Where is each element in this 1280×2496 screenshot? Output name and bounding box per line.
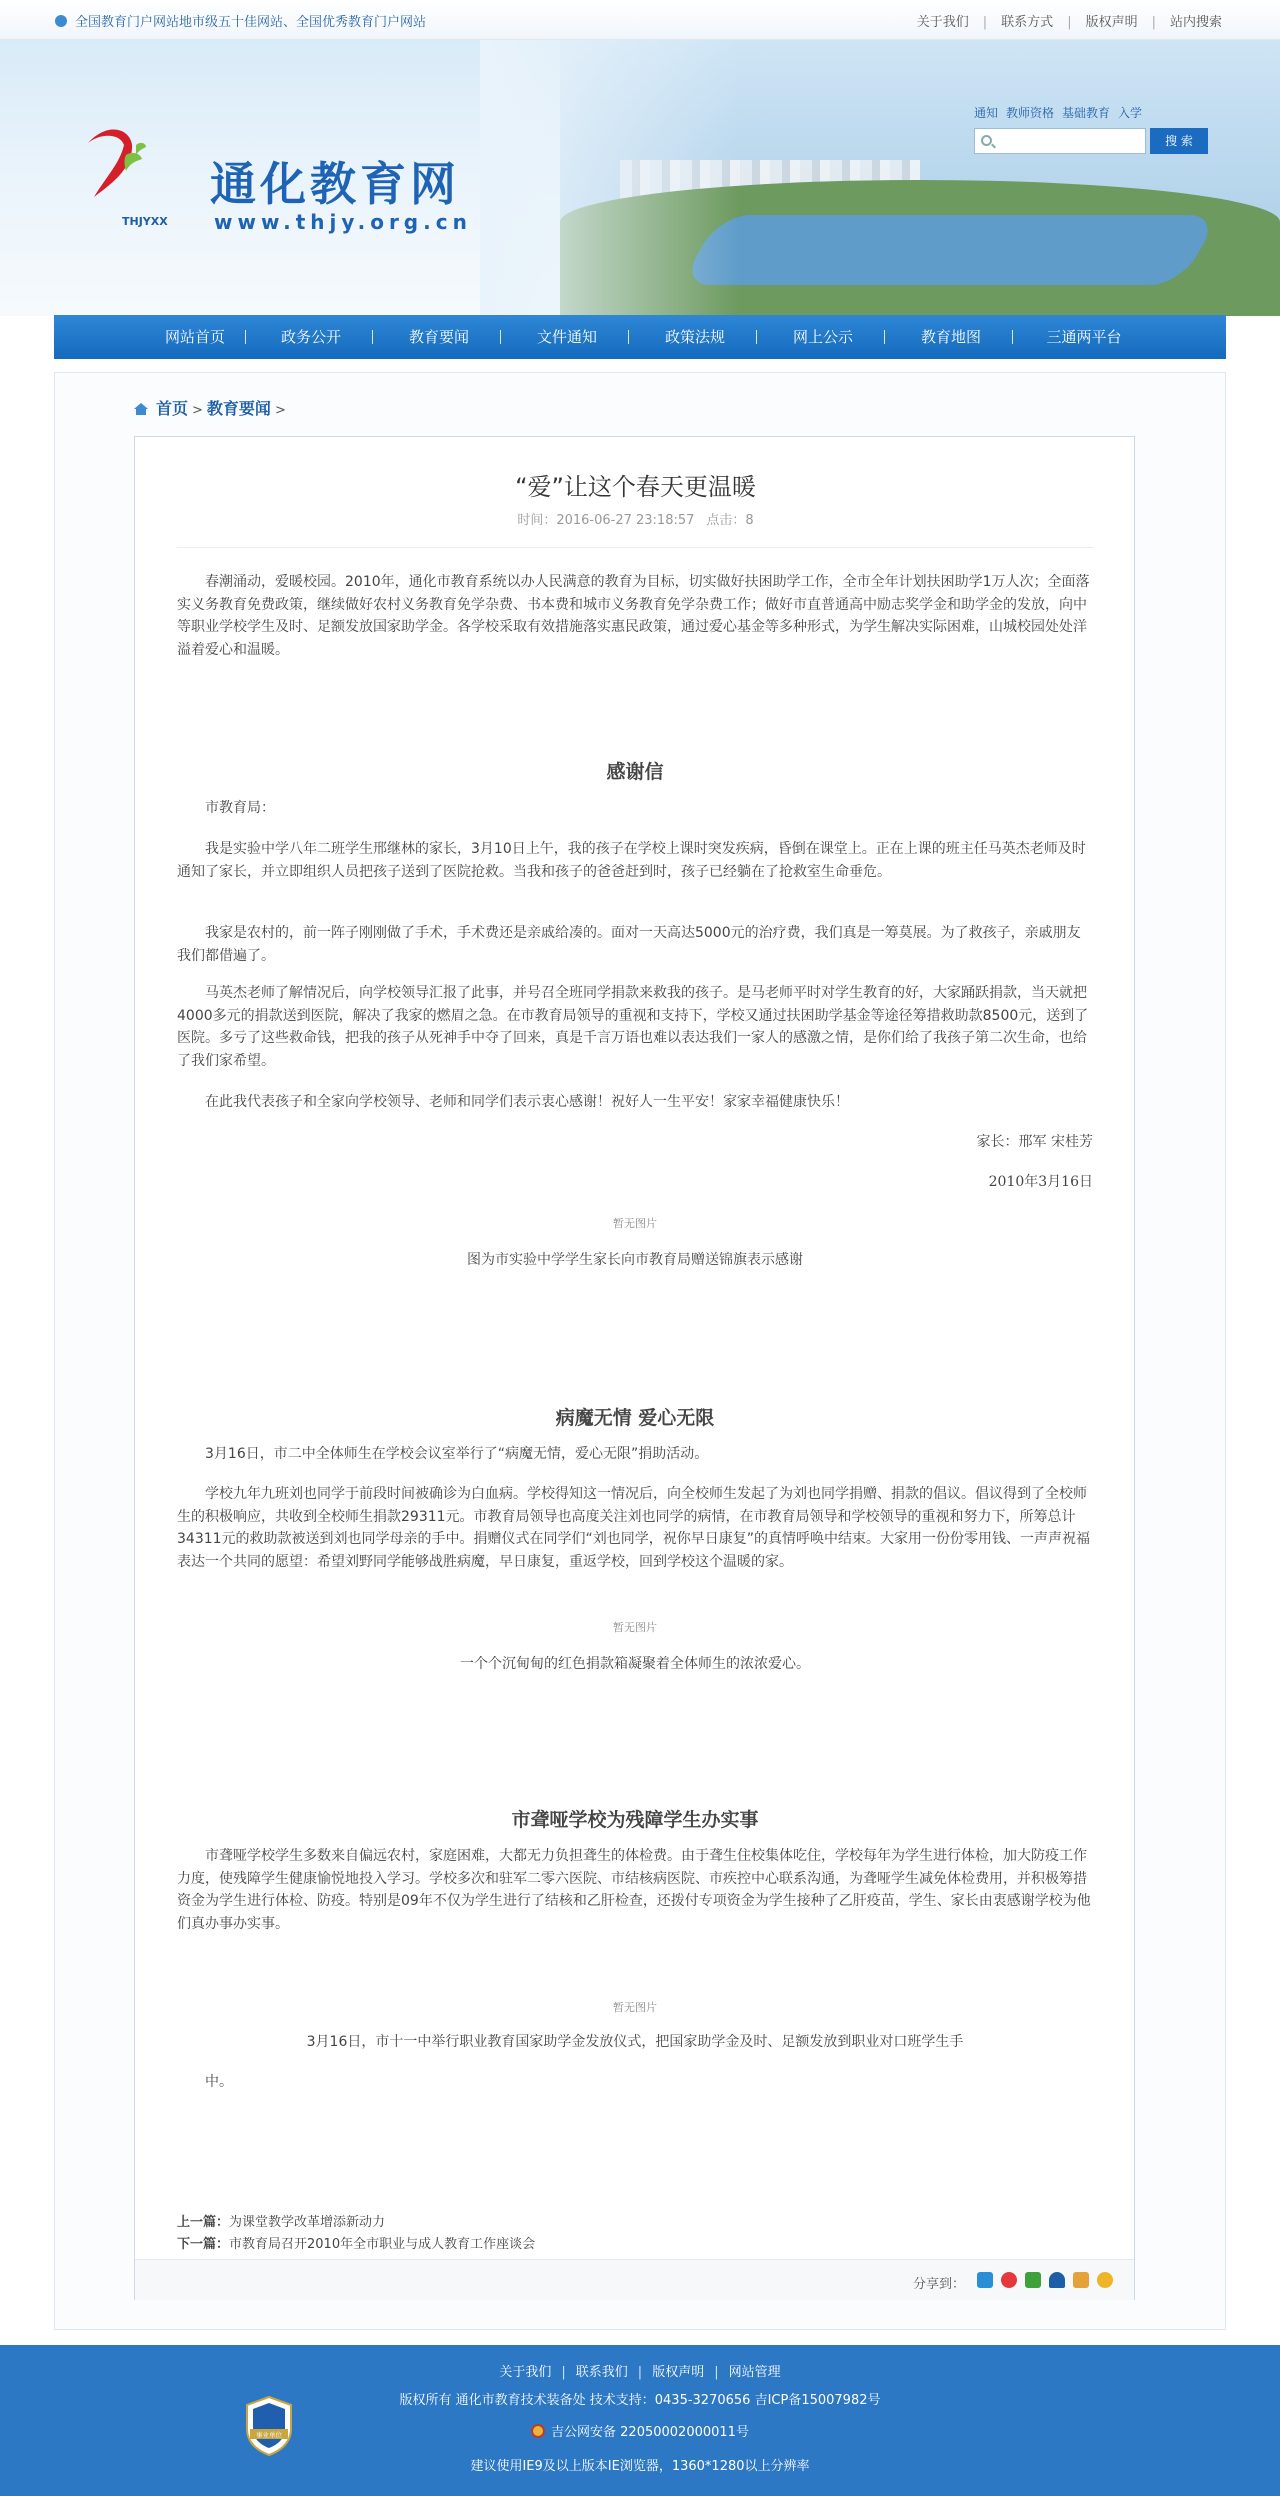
image-placeholder: 暂无图片 [613, 1621, 657, 1634]
hotlink-basic-education[interactable]: 基础教育 [1062, 106, 1111, 120]
section-paragraph: 中。 [205, 2074, 233, 2090]
top-links [917, 11, 1222, 30]
hotlink-teacher-qualification[interactable]: 教师资格 [1006, 106, 1055, 120]
section-paragraph: 学校九年九班刘也同学于前段时间被确诊为白血病。学校得知这一情况后，向全校师生发起了为刘也同学捐赠、捐款的倡议。倡议得到了全校师生的积极响应，共收到全校师生捐款29311元。市教育局领导也高度关注刘也同学的病情，在市教育局领导和学校领导的重视和努力下，所筹总计34311元的救助款被送到刘也同学母亲的手中。捐赠仪式在同学们“刘也同学，祝你早日康复”的真情呼唤中结束。大家用一份份零用钱、一声声祝福表达一个共同的愿望：希望刘野同学能够战胜病魔，早日康复，重返学校，回到学校这个温暖的家。 [177, 1486, 1091, 1570]
nav-divider [372, 330, 373, 344]
article-panel [134, 436, 1135, 2300]
divider: | [982, 15, 988, 30]
image-caption: 一个个沉甸甸的红色捐款箱凝聚着全体师生的浓浓爱心。 [460, 1656, 810, 1672]
site-logo-icon[interactable] [80, 115, 150, 205]
prev-label: 上一篇： [177, 2215, 230, 2230]
nav-divider [500, 330, 501, 344]
police-record-text: 吉公网安备 22050002000011号 [551, 2425, 749, 2440]
hotlink-enrollment[interactable]: 入学 [1118, 106, 1143, 120]
announcement-text: 全国教育门户网站地市级五十佳网站、全国优秀教育门户网站 [75, 15, 427, 30]
share-label: 分享到： [913, 2277, 966, 2292]
copyright-line: 版权所有 通化市教育技术装备处 技术支持：0435-3270656 吉ICP备15007982号 [399, 2393, 881, 2408]
logo-abbreviation: THJYXX [122, 215, 168, 228]
hot-links [974, 104, 1150, 121]
prev-article-link[interactable]: 为课堂教学改革增添新动力 [229, 2215, 386, 2230]
site-url: www.thjy.org.cn [214, 210, 472, 234]
breadcrumb-separator: > [192, 403, 203, 418]
link-copyright[interactable]: 版权声明 [1085, 15, 1138, 30]
letter-salutation: 市教育局： [205, 800, 275, 816]
section-title-illness: 病魔无情 爱心无限 [555, 1407, 715, 1429]
footer-link-contact[interactable]: 联系我们 [575, 2365, 628, 2380]
letter-date: 2010年3月16日 [988, 1174, 1093, 1190]
douban-share-icon[interactable] [1073, 2272, 1089, 2288]
footer-links [0, 2361, 1280, 2380]
badge-text: 事业单位 [256, 2431, 282, 2439]
nav-item-policies[interactable]: 政策法规 [664, 328, 725, 346]
article-meta [135, 509, 1136, 528]
weibo-share-icon[interactable] [1001, 2272, 1017, 2288]
hotlink-notice[interactable]: 通知 [974, 106, 999, 120]
browser-tip: 建议使用IE9及以上版本IE浏览器，1360*1280以上分辨率 [470, 2459, 810, 2474]
divider: | [637, 2365, 643, 2380]
letter-paragraph: 我是实验中学八年二班学生邢继林的家长，3月10日上午，我的孩子在学校上课时突发疾病，昏倒在课堂上。正在上课的班主任马英杰老师及时通知了家长，并立即组织人员把孩子送到了医院抢救。当我和孩子的爸爸赶到时，孩子已经躺在了抢救室生命垂危。 [177, 841, 1086, 880]
divider: | [561, 2365, 566, 2380]
search-bar [974, 128, 1208, 154]
section-paragraph: 3月16日，市二中全体师生在学校会议室举行了“病魔无情，爱心无限”捐助活动。 [205, 1446, 709, 1462]
title-divider [177, 547, 1093, 548]
breadcrumb [134, 396, 290, 419]
image-placeholder: 暂无图片 [613, 1217, 657, 1230]
nav-divider [756, 330, 757, 344]
nav-divider [1012, 330, 1013, 344]
article-title: “爱”让这个春天更温暖 [515, 473, 756, 501]
nav-divider [628, 330, 629, 344]
letter-signature: 家长：邢军 宋桂芳 [976, 1134, 1093, 1150]
police-record[interactable] [0, 2421, 1280, 2440]
nav-item-home[interactable]: 网站首页 [164, 328, 225, 346]
announcement [55, 11, 426, 30]
divider: | [1151, 15, 1156, 30]
hit-count: 点击：8 [706, 513, 754, 528]
next-article[interactable] [177, 2233, 535, 2252]
search-input[interactable] [1009, 131, 1139, 151]
institution-badge-icon[interactable] [244, 2395, 294, 2457]
banner-fade [480, 40, 740, 316]
search-button[interactable]: 搜 索 [1150, 128, 1208, 154]
nav-item-government-affairs[interactable]: 政务公开 [280, 328, 341, 346]
letter-paragraph: 马英杰老师了解情况后，向学校领导汇报了此事，并号召全班同学捐款来救我的孩子。是马老师平时对学生教育的好，大家踊跃捐款，当天就把4000多元的捐款送到医院，解决了我家的燃眉之急。在市教育局领导的重视和支持下，学校又通过扶困助学基金等途径筹措救助款8500元，送到了医院。多亏了这些救命钱，把我的孩子从死神手中夺了回来，真是千言万语也难以表达我们一家人的感激之情，是你们给了我孩子第二次生命，也给了我们家希望。 [177, 985, 1089, 1069]
nav-item-education-news[interactable]: 教育要闻 [408, 328, 469, 346]
link-contact[interactable]: 联系方式 [1001, 15, 1054, 30]
breadcrumb-separator: > [274, 403, 286, 418]
banner-river [680, 215, 1220, 285]
divider: | [714, 2365, 719, 2380]
share-bar [135, 2259, 1134, 2300]
police-badge-icon [531, 2424, 545, 2438]
link-site-search[interactable]: 站内搜索 [1169, 15, 1222, 30]
publish-time: 时间：2016-06-27 23:18:57 [517, 513, 695, 528]
next-label: 下一篇： [177, 2237, 230, 2252]
renren-share-icon[interactable] [1049, 2272, 1065, 2288]
footer-link-copyright[interactable]: 版权声明 [652, 2365, 705, 2380]
nav-item-platform[interactable]: 三通两平台 [1046, 328, 1122, 346]
prev-article[interactable] [177, 2211, 385, 2230]
header-banner [0, 40, 1280, 316]
site-title[interactable]: 通化教育网 [210, 157, 460, 211]
letter-paragraph: 在此我代表孩子和全家向学校领导、老师和同学们表示衷心感谢！祝好人一生平安！家家幸福健康快乐！ [205, 1094, 849, 1110]
home-icon [134, 403, 148, 415]
breadcrumb-home[interactable]: 首页 [156, 399, 189, 418]
wechat-share-icon[interactable] [1025, 2272, 1041, 2288]
main-nav [54, 315, 1226, 359]
footer-link-admin[interactable]: 网站管理 [728, 2365, 781, 2380]
footer-link-about[interactable]: 关于我们 [499, 2365, 552, 2380]
link-about-us[interactable]: 关于我们 [916, 15, 969, 30]
more-share-icon[interactable] [1097, 2272, 1113, 2288]
top-bar [0, 0, 1280, 40]
article-intro: 春潮涌动，爱暖校园。2010年，通化市教育系统以办人民满意的教育为目标，切实做好扶困助学工作，全市全年计划扶困助学1万人次；全面落实义务教育免费政策，继续做好农村义务教育免学杂费、书本费和城市义务教育免学杂费工作；做好市直普通高中励志奖学金和助学金的发放，向中等职业学校学生及时、足额发放国家助学金。各学校采取有效措施落实惠民政策，通过爱心基金等多种形式，为学生解决实际困难，山城校园处处洋溢着爱心和温暖。 [177, 574, 1090, 658]
letter-paragraph: 我家是农村的，前一阵子刚刚做了手术，手术费还是亲戚给凑的。面对一天高达5000元的治疗费，我们真是一筹莫展。为了救孩子，亲戚朋友我们都借遍了。 [177, 925, 1081, 964]
section-paragraph: 市聋哑学校学生多数来自偏远农村，家庭困难，大都无力负担聋生的体检费。由于聋生住校集体吃住，学校每年为学生进行体检，加大防疫工作力度，使残障学生健康愉悦地投入学习。学校多次和驻军二零六医院、市结核病医院、市疾控中心联系沟通，为聋哑学生减免体检费用，并积极筹措资金为学生进行体检、防疫。特别是09年不仅为学生进行了结核和乙肝检查，还拨付专项资金为学生接种了乙肝疫苗，学生、家长由衷感谢学校为他们真办事办实事。 [177, 1848, 1091, 1932]
nav-item-notices[interactable]: 文件通知 [536, 328, 597, 346]
section-paragraph: 3月16日，市十一中举行职业教育国家助学金发放仪式，把国家助学金及时、足额发放到职业对口班学生手 [306, 2034, 964, 2050]
search-icon [981, 135, 992, 146]
nav-divider [245, 330, 246, 344]
section-title-deaf-school: 市聋哑学校为残障学生办实事 [511, 1809, 759, 1831]
nav-item-education-map[interactable]: 教育地图 [920, 328, 981, 346]
breadcrumb-section[interactable]: 教育要闻 [206, 399, 271, 418]
footer [0, 2345, 1280, 2496]
image-caption: 图为市实验中学学生家长向市教育局赠送锦旗表示感谢 [467, 1252, 803, 1268]
nav-divider [884, 330, 885, 344]
nav-item-public-notice[interactable]: 网上公示 [792, 328, 853, 346]
divider: | [1067, 15, 1072, 30]
image-placeholder: 暂无图片 [613, 2001, 657, 2014]
section-title-thank-letter: 感谢信 [606, 761, 664, 783]
next-article-link[interactable]: 市教育局召开2010年全市职业与成人教育工作座谈会 [229, 2237, 536, 2252]
search-box [974, 128, 1146, 154]
globe-icon [55, 15, 67, 27]
qzone-share-icon[interactable] [977, 2272, 993, 2288]
